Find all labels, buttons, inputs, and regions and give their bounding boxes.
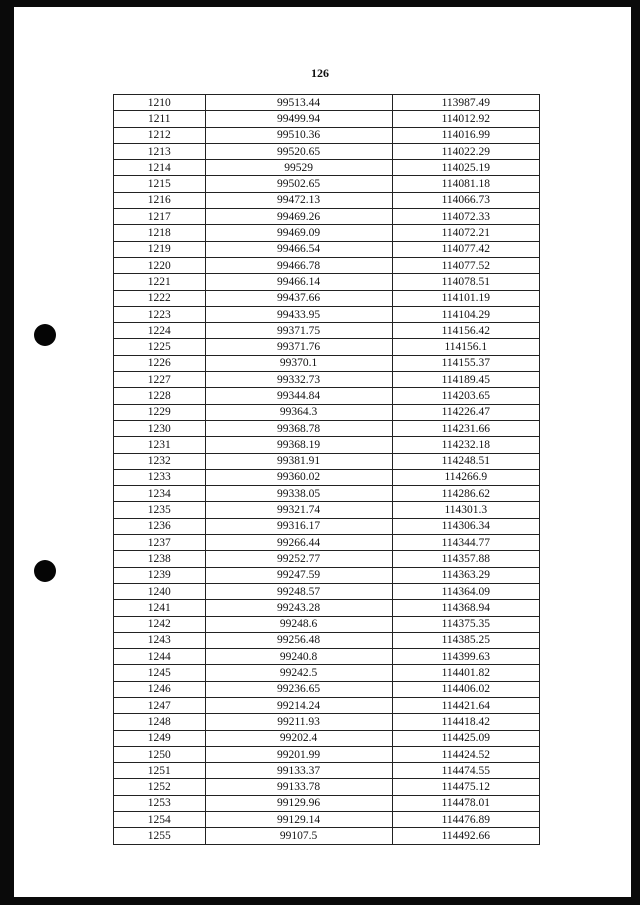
y-value-cell: 114077.42 xyxy=(392,241,539,257)
x-value-cell: 99513.44 xyxy=(205,95,392,111)
table-row xyxy=(114,763,540,779)
table-row xyxy=(114,241,540,257)
table-row xyxy=(114,649,540,665)
scan-border-left xyxy=(0,0,14,905)
x-value-cell: 99437.66 xyxy=(205,290,392,306)
row-id-cell: 1226 xyxy=(114,355,206,371)
punch-hole xyxy=(34,324,56,346)
row-id-cell: 1255 xyxy=(114,828,206,844)
x-value-cell: 99252.77 xyxy=(205,551,392,567)
table-row xyxy=(114,518,540,534)
table-row xyxy=(114,600,540,616)
x-value-cell: 99214.24 xyxy=(205,697,392,713)
x-value-cell: 99321.74 xyxy=(205,502,392,518)
x-value-cell: 99469.26 xyxy=(205,209,392,225)
table-row xyxy=(114,469,540,485)
table-row xyxy=(114,257,540,273)
x-value-cell: 99520.65 xyxy=(205,143,392,159)
row-id-cell: 1239 xyxy=(114,567,206,583)
y-value-cell: 114156.1 xyxy=(392,339,539,355)
row-id-cell: 1242 xyxy=(114,616,206,632)
y-value-cell: 114368.94 xyxy=(392,600,539,616)
y-value-cell: 114474.55 xyxy=(392,763,539,779)
y-value-cell: 114301.3 xyxy=(392,502,539,518)
x-value-cell: 99242.5 xyxy=(205,665,392,681)
x-value-cell: 99510.36 xyxy=(205,127,392,143)
row-id-cell: 1221 xyxy=(114,274,206,290)
y-value-cell: 114077.52 xyxy=(392,257,539,273)
table-body xyxy=(114,95,540,845)
y-value-cell: 114072.33 xyxy=(392,209,539,225)
row-id-cell: 1252 xyxy=(114,779,206,795)
y-value-cell: 114306.34 xyxy=(392,518,539,534)
y-value-cell: 114072.21 xyxy=(392,225,539,241)
table-row xyxy=(114,209,540,225)
row-id-cell: 1230 xyxy=(114,420,206,436)
row-id-cell: 1213 xyxy=(114,143,206,159)
row-id-cell: 1223 xyxy=(114,306,206,322)
x-value-cell: 99211.93 xyxy=(205,714,392,730)
y-value-cell: 114232.18 xyxy=(392,437,539,453)
row-id-cell: 1231 xyxy=(114,437,206,453)
y-value-cell: 114399.63 xyxy=(392,649,539,665)
table-row xyxy=(114,583,540,599)
coordinate-table xyxy=(113,94,540,845)
row-id-cell: 1240 xyxy=(114,583,206,599)
x-value-cell: 99248.6 xyxy=(205,616,392,632)
y-value-cell: 114375.35 xyxy=(392,616,539,632)
row-id-cell: 1251 xyxy=(114,763,206,779)
x-value-cell: 99266.44 xyxy=(205,535,392,551)
table-row xyxy=(114,779,540,795)
row-id-cell: 1228 xyxy=(114,388,206,404)
x-value-cell: 99466.14 xyxy=(205,274,392,290)
table-row xyxy=(114,567,540,583)
table-row xyxy=(114,388,540,404)
row-id-cell: 1222 xyxy=(114,290,206,306)
table-row xyxy=(114,192,540,208)
table-row xyxy=(114,730,540,746)
y-value-cell: 114421.64 xyxy=(392,697,539,713)
y-value-cell: 114478.01 xyxy=(392,795,539,811)
y-value-cell: 114476.89 xyxy=(392,812,539,828)
row-id-cell: 1210 xyxy=(114,95,206,111)
y-value-cell: 114286.62 xyxy=(392,486,539,502)
y-value-cell: 114357.88 xyxy=(392,551,539,567)
y-value-cell: 114155.37 xyxy=(392,355,539,371)
table-row xyxy=(114,306,540,322)
y-value-cell: 114025.19 xyxy=(392,160,539,176)
y-value-cell: 114364.09 xyxy=(392,583,539,599)
table-row xyxy=(114,665,540,681)
table-row xyxy=(114,176,540,192)
table-row xyxy=(114,127,540,143)
x-value-cell: 99368.78 xyxy=(205,420,392,436)
x-value-cell: 99338.05 xyxy=(205,486,392,502)
y-value-cell: 114081.18 xyxy=(392,176,539,192)
x-value-cell: 99466.54 xyxy=(205,241,392,257)
table-row xyxy=(114,437,540,453)
table-row xyxy=(114,225,540,241)
x-value-cell: 99243.28 xyxy=(205,600,392,616)
x-value-cell: 99201.99 xyxy=(205,746,392,762)
row-id-cell: 1212 xyxy=(114,127,206,143)
row-id-cell: 1227 xyxy=(114,372,206,388)
table-row xyxy=(114,616,540,632)
table-row xyxy=(114,160,540,176)
row-id-cell: 1225 xyxy=(114,339,206,355)
row-id-cell: 1211 xyxy=(114,111,206,127)
y-value-cell: 113987.49 xyxy=(392,95,539,111)
table-row xyxy=(114,339,540,355)
x-value-cell: 99466.78 xyxy=(205,257,392,273)
x-value-cell: 99381.91 xyxy=(205,453,392,469)
y-value-cell: 114492.66 xyxy=(392,828,539,844)
y-value-cell: 114425.09 xyxy=(392,730,539,746)
table-row xyxy=(114,812,540,828)
table-row xyxy=(114,681,540,697)
row-id-cell: 1243 xyxy=(114,632,206,648)
row-id-cell: 1253 xyxy=(114,795,206,811)
x-value-cell: 99472.13 xyxy=(205,192,392,208)
table-row xyxy=(114,420,540,436)
row-id-cell: 1224 xyxy=(114,323,206,339)
row-id-cell: 1232 xyxy=(114,453,206,469)
row-id-cell: 1236 xyxy=(114,518,206,534)
x-value-cell: 99129.14 xyxy=(205,812,392,828)
y-value-cell: 114066.73 xyxy=(392,192,539,208)
x-value-cell: 99370.1 xyxy=(205,355,392,371)
x-value-cell: 99344.84 xyxy=(205,388,392,404)
y-value-cell: 114203.65 xyxy=(392,388,539,404)
x-value-cell: 99316.17 xyxy=(205,518,392,534)
y-value-cell: 114189.45 xyxy=(392,372,539,388)
row-id-cell: 1248 xyxy=(114,714,206,730)
y-value-cell: 114104.29 xyxy=(392,306,539,322)
y-value-cell: 114344.77 xyxy=(392,535,539,551)
y-value-cell: 114078.51 xyxy=(392,274,539,290)
y-value-cell: 114231.66 xyxy=(392,420,539,436)
table-row xyxy=(114,714,540,730)
row-id-cell: 1234 xyxy=(114,486,206,502)
page-number: 126 xyxy=(311,66,329,80)
table-row xyxy=(114,453,540,469)
x-value-cell: 99236.65 xyxy=(205,681,392,697)
table-row xyxy=(114,828,540,844)
table-row xyxy=(114,323,540,339)
table-row xyxy=(114,372,540,388)
x-value-cell: 99247.59 xyxy=(205,567,392,583)
scan-border-right xyxy=(631,0,640,905)
row-id-cell: 1247 xyxy=(114,697,206,713)
y-value-cell: 114363.29 xyxy=(392,567,539,583)
row-id-cell: 1233 xyxy=(114,469,206,485)
y-value-cell: 114101.19 xyxy=(392,290,539,306)
table-row xyxy=(114,795,540,811)
x-value-cell: 99371.76 xyxy=(205,339,392,355)
x-value-cell: 99202.4 xyxy=(205,730,392,746)
y-value-cell: 114424.52 xyxy=(392,746,539,762)
x-value-cell: 99133.37 xyxy=(205,763,392,779)
scan-border-top xyxy=(14,0,640,7)
x-value-cell: 99360.02 xyxy=(205,469,392,485)
table-row xyxy=(114,111,540,127)
row-id-cell: 1250 xyxy=(114,746,206,762)
x-value-cell: 99107.5 xyxy=(205,828,392,844)
x-value-cell: 99332.73 xyxy=(205,372,392,388)
x-value-cell: 99529 xyxy=(205,160,392,176)
y-value-cell: 114475.12 xyxy=(392,779,539,795)
table-row xyxy=(114,290,540,306)
x-value-cell: 99256.48 xyxy=(205,632,392,648)
row-id-cell: 1218 xyxy=(114,225,206,241)
x-value-cell: 99433.95 xyxy=(205,306,392,322)
y-value-cell: 114016.99 xyxy=(392,127,539,143)
scan-border-bottom xyxy=(14,897,640,905)
table-row xyxy=(114,632,540,648)
x-value-cell: 99240.8 xyxy=(205,649,392,665)
row-id-cell: 1219 xyxy=(114,241,206,257)
row-id-cell: 1245 xyxy=(114,665,206,681)
x-value-cell: 99502.65 xyxy=(205,176,392,192)
y-value-cell: 114418.42 xyxy=(392,714,539,730)
y-value-cell: 114406.02 xyxy=(392,681,539,697)
row-id-cell: 1238 xyxy=(114,551,206,567)
row-id-cell: 1220 xyxy=(114,257,206,273)
x-value-cell: 99371.75 xyxy=(205,323,392,339)
punch-hole xyxy=(34,560,56,582)
row-id-cell: 1235 xyxy=(114,502,206,518)
row-id-cell: 1216 xyxy=(114,192,206,208)
x-value-cell: 99364.3 xyxy=(205,404,392,420)
y-value-cell: 114401.82 xyxy=(392,665,539,681)
x-value-cell: 99368.19 xyxy=(205,437,392,453)
row-id-cell: 1241 xyxy=(114,600,206,616)
table-row xyxy=(114,535,540,551)
y-value-cell: 114266.9 xyxy=(392,469,539,485)
y-value-cell: 114226.47 xyxy=(392,404,539,420)
row-id-cell: 1246 xyxy=(114,681,206,697)
table-row xyxy=(114,404,540,420)
table-row xyxy=(114,502,540,518)
row-id-cell: 1237 xyxy=(114,535,206,551)
table-row xyxy=(114,355,540,371)
row-id-cell: 1217 xyxy=(114,209,206,225)
table-row xyxy=(114,551,540,567)
x-value-cell: 99469.09 xyxy=(205,225,392,241)
table-row xyxy=(114,95,540,111)
x-value-cell: 99133.78 xyxy=(205,779,392,795)
row-id-cell: 1215 xyxy=(114,176,206,192)
row-id-cell: 1249 xyxy=(114,730,206,746)
x-value-cell: 99129.96 xyxy=(205,795,392,811)
table-row xyxy=(114,697,540,713)
table-row xyxy=(114,274,540,290)
table-row xyxy=(114,143,540,159)
row-id-cell: 1244 xyxy=(114,649,206,665)
x-value-cell: 99499.94 xyxy=(205,111,392,127)
y-value-cell: 114156.42 xyxy=(392,323,539,339)
y-value-cell: 114022.29 xyxy=(392,143,539,159)
y-value-cell: 114012.92 xyxy=(392,111,539,127)
y-value-cell: 114248.51 xyxy=(392,453,539,469)
row-id-cell: 1229 xyxy=(114,404,206,420)
row-id-cell: 1214 xyxy=(114,160,206,176)
row-id-cell: 1254 xyxy=(114,812,206,828)
table-row xyxy=(114,486,540,502)
x-value-cell: 99248.57 xyxy=(205,583,392,599)
table-row xyxy=(114,746,540,762)
y-value-cell: 114385.25 xyxy=(392,632,539,648)
